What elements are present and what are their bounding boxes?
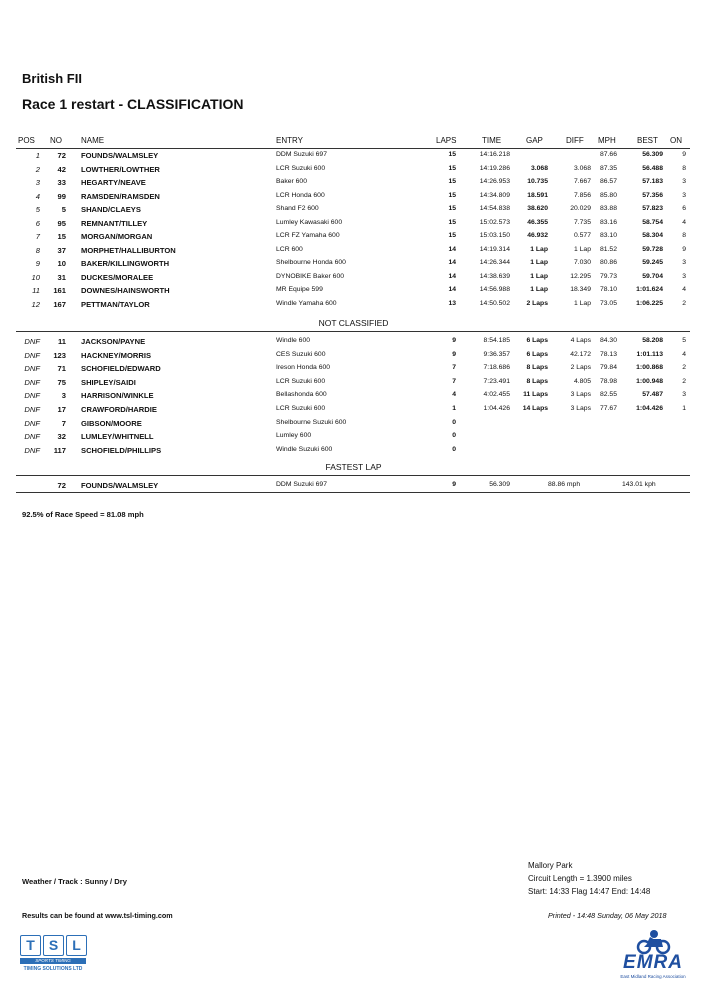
table-row xyxy=(0,419,707,432)
tsl-logo xyxy=(20,935,86,981)
cell-entry: LCR FZ Yamaha 600 xyxy=(276,232,340,239)
cell-entry: CES Suzuki 600 xyxy=(276,350,326,358)
table-row xyxy=(0,391,707,404)
cell-best: 57.487 xyxy=(642,391,663,399)
cell-diff: 7.735 xyxy=(573,218,591,226)
cell-pos: 6 xyxy=(35,218,40,228)
cell-gap: 11 Laps xyxy=(523,391,548,399)
cell-name: HARRISON/WINKLE xyxy=(81,391,154,401)
cell-pos: 12 xyxy=(31,299,40,309)
cell-pos: 1 xyxy=(35,151,40,160)
col-time: TIME xyxy=(482,136,502,145)
cell-on: 3 xyxy=(682,178,686,185)
cell-laps: 9 xyxy=(452,337,456,344)
cell-gap: 6 Laps xyxy=(526,350,548,358)
series-title: British FII xyxy=(22,71,82,86)
results-url: Results can be found at www.tsl-timing.com xyxy=(22,911,173,920)
tsl-subtitle: TIMING SOLUTIONS LTD xyxy=(23,966,83,972)
col-entry: ENTRY xyxy=(276,136,303,145)
table-row xyxy=(0,286,707,299)
cell-on: 4 xyxy=(682,218,686,226)
cell-no: 37 xyxy=(57,245,66,255)
cell-diff: 18.349 xyxy=(570,286,591,293)
cell-no: 99 xyxy=(57,191,66,201)
cell-pos: 5 xyxy=(35,205,40,214)
cell-laps: 15 xyxy=(448,178,456,185)
fastest-lap-mph: 88.86 mph xyxy=(548,481,581,488)
cell-mph: 81.52 xyxy=(599,245,617,253)
cell-on: 2 xyxy=(682,299,686,307)
cell-no: 5 xyxy=(61,205,66,214)
motorbike-icon xyxy=(617,927,689,955)
cell-diff: 7.667 xyxy=(573,178,591,185)
col-no: NO xyxy=(50,136,62,145)
cell-diff: 7.856 xyxy=(573,191,591,199)
cell-pos: 7 xyxy=(35,232,40,241)
table-row xyxy=(0,205,707,218)
cell-gap: 46.355 xyxy=(527,218,548,226)
cell-time: 9:36.357 xyxy=(483,350,510,358)
cell-on: 3 xyxy=(682,391,686,399)
cell-entry: Lumley Kawasaki 600 xyxy=(276,218,343,226)
fastest-lap-no: 72 xyxy=(57,481,66,490)
cell-name: SCHOFIELD/PHILLIPS xyxy=(81,445,162,455)
cell-no: 32 xyxy=(57,432,66,442)
cell-best: 1:00.948 xyxy=(636,377,663,385)
printed-timestamp: Printed - 14:48 Sunday, 06 May 2018 xyxy=(548,911,667,920)
col-pos: POS xyxy=(18,136,35,145)
cell-entry: Shand F2 600 xyxy=(276,205,319,212)
table-row xyxy=(0,259,707,272)
cell-entry: MR Equipe 599 xyxy=(276,286,323,293)
cell-pos: 2 xyxy=(35,164,40,174)
cell-laps: 0 xyxy=(452,445,456,453)
cell-pos: DNF xyxy=(24,337,40,346)
col-diff: DIFF xyxy=(566,136,584,145)
cell-gap: 1 Lap xyxy=(530,245,548,253)
table-row xyxy=(0,364,707,377)
cell-no: 123 xyxy=(53,350,66,360)
cell-mph: 83.88 xyxy=(599,205,617,212)
cell-entry: Ireson Honda 600 xyxy=(276,364,331,372)
cell-laps: 15 xyxy=(448,218,456,226)
cell-pos: DNF xyxy=(24,432,40,442)
race-times: Start: 14:33 Flag 14:47 End: 14:48 xyxy=(528,887,651,896)
cell-gap: 3.068 xyxy=(530,164,548,172)
cell-on: 2 xyxy=(682,377,686,385)
cell-best: 1:01.113 xyxy=(636,350,663,358)
fastest-lap-time: 56.309 xyxy=(489,481,510,488)
cell-no: 117 xyxy=(53,445,66,455)
fastest-lap-name: FOUNDS/WALMSLEY xyxy=(81,481,159,490)
cell-laps: 15 xyxy=(448,191,456,199)
table-row xyxy=(0,192,707,205)
cell-name: LOWTHER/LOWTHER xyxy=(81,164,160,174)
cell-gap: 14 Laps xyxy=(522,405,548,412)
col-name: NAME xyxy=(81,136,105,145)
table-row xyxy=(0,178,707,191)
cell-best: 1:01.624 xyxy=(636,286,663,293)
cell-no: 7 xyxy=(61,418,66,428)
col-gap: GAP xyxy=(526,136,543,145)
cell-diff: 12.295 xyxy=(570,272,591,280)
page-title: Race 1 restart - CLASSIFICATION xyxy=(22,96,244,112)
cell-pos: DNF xyxy=(24,391,40,401)
cell-name: MORGAN/MORGAN xyxy=(81,232,153,241)
cell-entry: Windle 600 xyxy=(276,337,311,344)
cell-name: HACKNEY/MORRIS xyxy=(81,350,152,360)
col-laps: LAPS xyxy=(436,136,457,145)
cell-no: 42 xyxy=(57,164,66,174)
cell-time: 8:54.185 xyxy=(483,337,510,344)
cell-name: RAMSDEN/RAMSDEN xyxy=(81,191,160,201)
cell-mph: 87.35 xyxy=(599,164,617,172)
cell-on: 3 xyxy=(682,259,686,266)
cell-on: 4 xyxy=(682,350,686,358)
cell-mph: 84.30 xyxy=(599,337,617,344)
cell-diff: 1 Lap xyxy=(573,245,591,253)
cell-on: 9 xyxy=(682,245,686,253)
cell-best: 57.823 xyxy=(642,205,663,212)
table-row xyxy=(0,378,707,391)
cell-pos: 9 xyxy=(35,259,40,268)
cell-best: 56.309 xyxy=(642,151,663,158)
tsl-letter-t: T xyxy=(20,935,41,956)
weather-track: Weather / Track : Sunny / Dry xyxy=(22,877,127,886)
cell-laps: 13 xyxy=(448,299,456,307)
cell-on: 1 xyxy=(682,405,686,412)
table-row xyxy=(0,351,707,364)
table-row xyxy=(0,151,707,164)
cell-name: JACKSON/PAYNE xyxy=(81,337,146,346)
venue-info xyxy=(528,859,650,898)
cell-best: 57.183 xyxy=(642,178,663,185)
cell-laps: 15 xyxy=(448,232,456,239)
cell-diff: 3 Laps xyxy=(570,391,591,399)
cell-best: 58.304 xyxy=(642,232,663,239)
race-speed-note: 92.5% of Race Speed = 81.08 mph xyxy=(22,510,144,519)
cell-time: 7:23.491 xyxy=(483,377,510,385)
cell-best: 1:00.868 xyxy=(636,364,663,372)
cell-best: 59.704 xyxy=(642,272,663,280)
col-mph: MPH xyxy=(598,136,616,145)
cell-name: FOUNDS/WALMSLEY xyxy=(81,151,159,160)
cell-time: 14:19.286 xyxy=(479,164,510,172)
cell-mph: 85.80 xyxy=(599,191,617,199)
cell-diff: 20.029 xyxy=(570,205,591,212)
cell-name: GIBSON/MOORE xyxy=(81,418,142,428)
table-row xyxy=(0,165,707,178)
table-row xyxy=(0,219,707,232)
table-row xyxy=(0,432,707,445)
cell-mph: 86.57 xyxy=(599,178,617,185)
cell-pos: DNF xyxy=(24,364,40,374)
emra-subtitle: East Midland Racing Association xyxy=(620,974,686,979)
table-row xyxy=(0,405,707,418)
tsl-bar: SPORTS TIMING xyxy=(20,958,86,964)
cell-name: SHIPLEY/SAIDI xyxy=(81,377,136,387)
tsl-letter-l: L xyxy=(66,935,87,956)
cell-entry: LCR Honda 600 xyxy=(276,191,325,199)
cell-diff: 4 Laps xyxy=(570,337,591,344)
cell-pos: 10 xyxy=(31,272,40,282)
cell-best: 58.208 xyxy=(642,337,663,344)
cell-on: 8 xyxy=(682,164,686,172)
cell-laps: 1 xyxy=(452,405,456,412)
cell-entry: LCR Suzuki 600 xyxy=(276,164,326,172)
cell-diff: 2 Laps xyxy=(570,364,591,372)
table-row xyxy=(0,273,707,286)
cell-gap: 8 Laps xyxy=(526,377,548,385)
cell-laps: 0 xyxy=(452,432,456,440)
cell-no: 33 xyxy=(57,178,66,187)
cell-time: 4:02.455 xyxy=(483,391,510,399)
cell-on: 3 xyxy=(682,272,686,280)
cell-entry: Shelbourne Honda 600 xyxy=(276,259,346,266)
cell-entry: LCR Suzuki 600 xyxy=(276,377,326,385)
cell-entry: DDM Suzuki 697 xyxy=(276,151,327,158)
cell-diff: 1 Lap xyxy=(573,299,591,307)
cell-no: 167 xyxy=(53,299,66,309)
cell-name: MORPHET/HALLIBURTON xyxy=(81,245,176,255)
cell-name: CRAWFORD/HARDIE xyxy=(81,405,157,414)
cell-pos: 8 xyxy=(35,245,40,255)
cell-name: SCHOFIELD/EDWARD xyxy=(81,364,161,374)
cell-time: 14:34.809 xyxy=(479,191,510,199)
cell-name: DUCKES/MORALEE xyxy=(81,272,154,282)
cell-gap: 38.620 xyxy=(527,205,548,212)
cell-entry: Shelbourne Suzuki 600 xyxy=(276,418,347,426)
header-divider xyxy=(16,148,690,149)
cell-best: 56.488 xyxy=(642,164,663,172)
cell-no: 75 xyxy=(57,377,66,387)
cell-on: 9 xyxy=(682,151,686,158)
cell-time: 14:50.502 xyxy=(479,299,510,307)
emra-wordmark: EMRA xyxy=(623,952,683,973)
cell-on: 8 xyxy=(682,232,686,239)
col-on: ON xyxy=(670,136,682,145)
cell-on: 2 xyxy=(682,364,686,372)
cell-gap: 1 Lap xyxy=(530,259,548,266)
table-row xyxy=(0,337,707,350)
cell-mph: 73.05 xyxy=(599,299,617,307)
cell-no: 95 xyxy=(57,218,66,228)
cell-no: 3 xyxy=(61,391,66,401)
cell-time: 14:19.314 xyxy=(479,245,510,253)
cell-pos: DNF xyxy=(24,418,40,428)
cell-mph: 79.73 xyxy=(599,272,617,280)
cell-time: 14:38.639 xyxy=(479,272,510,280)
col-best: BEST xyxy=(637,136,658,145)
cell-time: 14:26.953 xyxy=(479,178,510,185)
cell-entry: Windle Suzuki 600 xyxy=(276,445,333,453)
cell-pos: 4 xyxy=(35,191,40,201)
cell-mph: 83.16 xyxy=(599,218,617,226)
cell-mph: 78.13 xyxy=(599,350,617,358)
cell-on: 3 xyxy=(682,191,686,199)
cell-pos: 3 xyxy=(35,178,40,187)
cell-diff: 42.172 xyxy=(570,350,591,358)
table-row xyxy=(0,232,707,245)
cell-no: 31 xyxy=(57,272,66,282)
cell-best: 1:04.426 xyxy=(636,405,663,412)
cell-gap: 18.591 xyxy=(527,191,548,199)
cell-entry: Bellashonda 600 xyxy=(276,391,327,399)
cell-gap: 6 Laps xyxy=(526,337,548,344)
cell-gap: 8 Laps xyxy=(526,364,548,372)
cell-pos: DNF xyxy=(24,405,40,414)
not-classified-heading: NOT CLASSIFIED xyxy=(318,318,389,328)
fastest-lap-divider xyxy=(16,475,690,476)
cell-gap: 1 Lap xyxy=(530,272,548,280)
cell-pos: DNF xyxy=(24,350,40,360)
cell-gap: 2 Laps xyxy=(526,299,548,307)
cell-name: PETTMAN/TAYLOR xyxy=(81,299,150,309)
fastest-lap-entry: DDM Suzuki 697 xyxy=(276,481,327,488)
table-row xyxy=(0,246,707,259)
cell-mph: 83.10 xyxy=(599,232,617,239)
cell-gap: 10.735 xyxy=(527,178,548,185)
cell-mph: 78.10 xyxy=(599,286,617,293)
cell-name: BAKER/KILLINGWORTH xyxy=(81,259,170,268)
cell-time: 15:03.150 xyxy=(479,232,510,239)
fastest-lap-lap: 9 xyxy=(452,481,456,488)
cell-time: 15:02.573 xyxy=(479,218,510,226)
cell-mph: 82.55 xyxy=(599,391,617,399)
fastest-lap-kph: 143.01 kph xyxy=(622,481,656,488)
cell-pos: DNF xyxy=(24,377,40,387)
cell-laps: 7 xyxy=(452,377,456,385)
cell-diff: 3.068 xyxy=(573,164,591,172)
cell-pos: DNF xyxy=(24,445,40,455)
cell-entry: Baker 600 xyxy=(276,178,307,185)
cell-mph: 78.98 xyxy=(599,377,617,385)
cell-mph: 87.66 xyxy=(599,151,617,158)
cell-laps: 15 xyxy=(448,205,456,212)
cell-mph: 79.84 xyxy=(599,364,617,372)
cell-no: 15 xyxy=(57,232,66,241)
circuit-length: Circuit Length = 1.3900 miles xyxy=(528,874,632,883)
cell-entry: DYNOBIKE Baker 600 xyxy=(276,272,344,280)
cell-diff: 3 Laps xyxy=(570,405,591,412)
cell-laps: 14 xyxy=(448,286,456,293)
cell-time: 14:54.838 xyxy=(479,205,510,212)
cell-no: 11 xyxy=(57,337,66,346)
cell-on: 5 xyxy=(682,337,686,344)
cell-name: HEGARTY/NEAVE xyxy=(81,178,146,187)
cell-best: 1:06.225 xyxy=(636,299,663,307)
cell-gap: 1 Lap xyxy=(530,286,548,293)
emra-logo xyxy=(617,927,689,983)
cell-laps: 15 xyxy=(448,151,456,158)
cell-no: 10 xyxy=(57,259,66,268)
cell-mph: 80.86 xyxy=(599,259,617,266)
tsl-letter-s: S xyxy=(43,935,64,956)
cell-time: 14:16.218 xyxy=(479,151,510,158)
cell-pos: 11 xyxy=(32,286,40,295)
cell-entry: Windle Yamaha 600 xyxy=(276,299,337,307)
cell-time: 14:26.344 xyxy=(479,259,510,266)
cell-entry: LCR 600 xyxy=(276,245,303,253)
cell-diff: 7.030 xyxy=(573,259,591,266)
cell-laps: 14 xyxy=(448,259,456,266)
cell-laps: 14 xyxy=(448,245,456,253)
cell-entry: Lumley 600 xyxy=(276,432,312,440)
cell-name: DOWNES/HAINSWORTH xyxy=(81,286,170,295)
cell-on: 6 xyxy=(682,205,686,212)
cell-time: 1:04.426 xyxy=(483,405,510,412)
cell-diff: 4.805 xyxy=(573,377,591,385)
table-row xyxy=(0,300,707,313)
cell-mph: 77.67 xyxy=(599,405,617,412)
cell-no: 17 xyxy=(57,405,66,414)
cell-laps: 0 xyxy=(452,418,456,426)
cell-best: 59.728 xyxy=(642,245,663,253)
cell-gap: 46.932 xyxy=(527,232,548,239)
cell-laps: 15 xyxy=(448,164,456,172)
cell-laps: 7 xyxy=(452,364,456,372)
cell-no: 161 xyxy=(53,286,66,295)
fastest-lap-heading: FASTEST LAP xyxy=(325,462,382,472)
cell-diff: 0.577 xyxy=(573,232,591,239)
cell-name: SHAND/CLAEYS xyxy=(81,205,141,214)
venue-name: Mallory Park xyxy=(528,861,573,870)
cell-best: 57.356 xyxy=(642,191,663,199)
cell-no: 72 xyxy=(57,151,66,160)
cell-laps: 4 xyxy=(452,391,456,399)
cell-on: 4 xyxy=(682,286,686,293)
cell-time: 7:18.686 xyxy=(483,364,510,372)
cell-laps: 9 xyxy=(452,350,456,358)
cell-entry: LCR Suzuki 600 xyxy=(276,405,326,412)
cell-no: 71 xyxy=(57,364,66,374)
not-classified-divider xyxy=(16,331,690,332)
fastest-lap-bottom-divider xyxy=(16,492,690,493)
table-row xyxy=(0,446,707,459)
cell-name: REMNANT/TILLEY xyxy=(81,218,148,228)
cell-laps: 14 xyxy=(448,272,456,280)
cell-time: 14:56.988 xyxy=(479,286,510,293)
cell-best: 59.245 xyxy=(642,259,663,266)
cell-best: 58.754 xyxy=(642,218,663,226)
cell-name: LUMLEY/WHITNELL xyxy=(81,432,154,442)
